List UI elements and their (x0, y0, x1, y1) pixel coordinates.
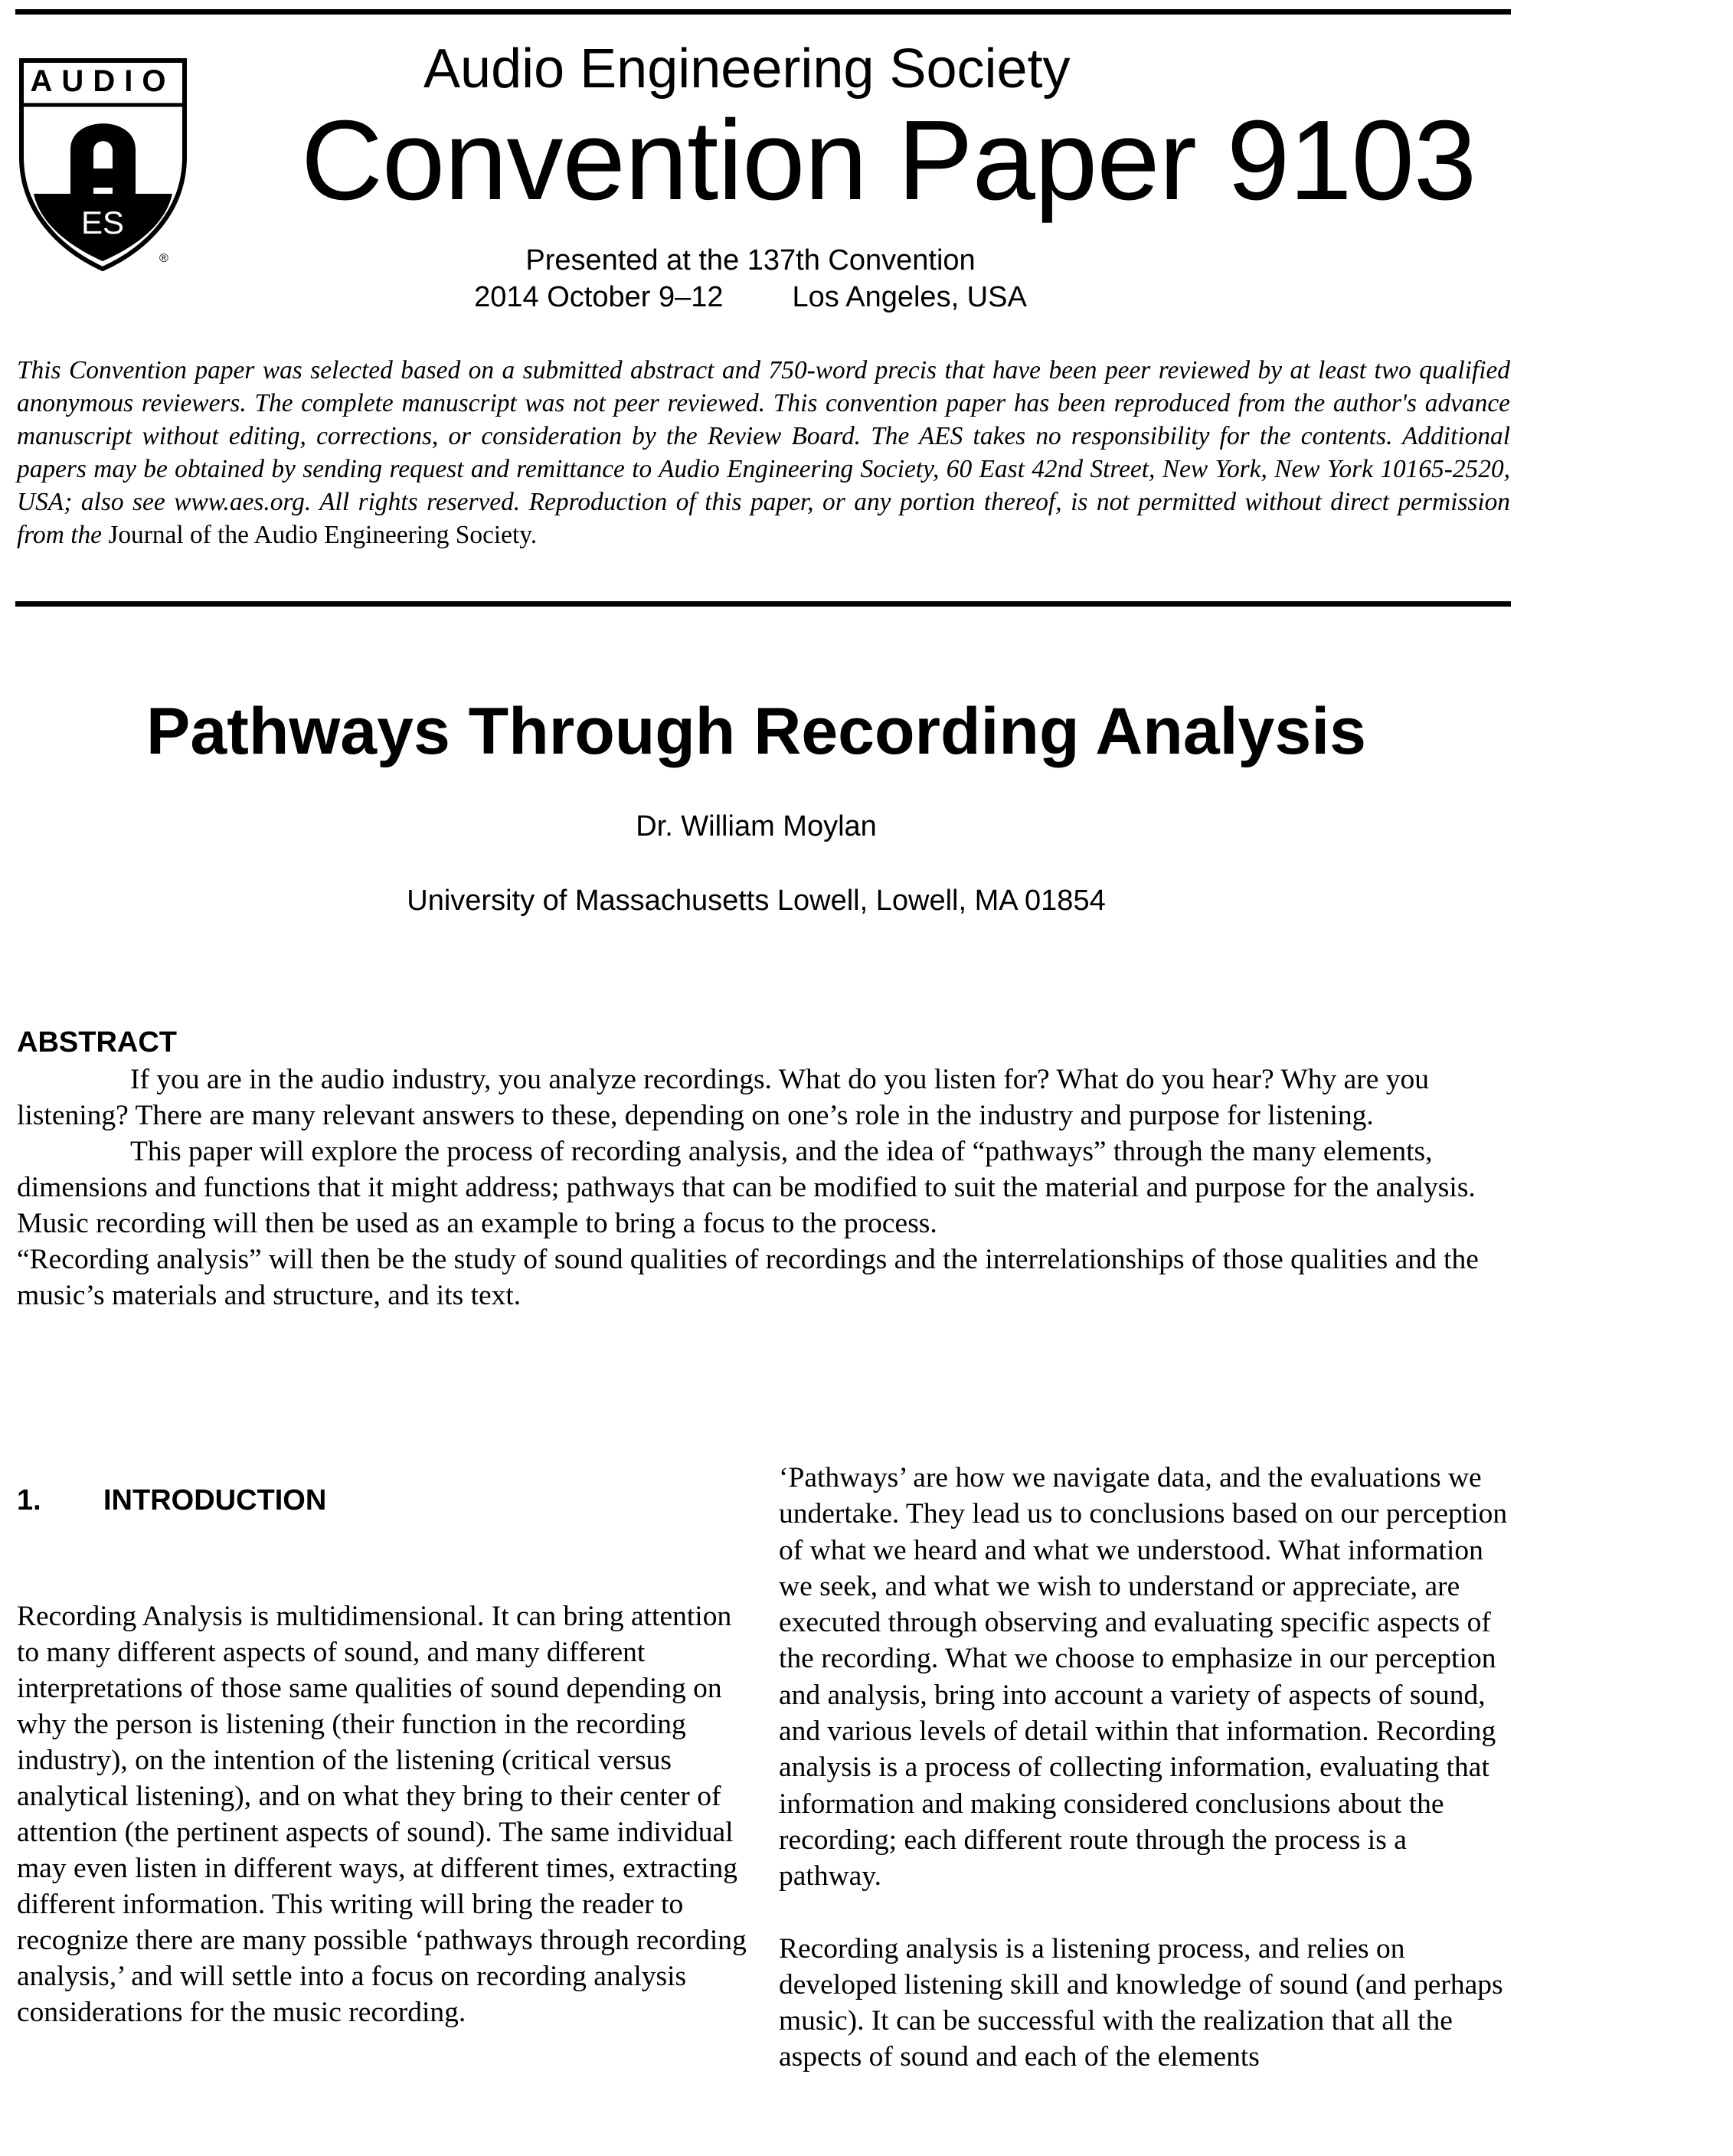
section-heading-introduction (17, 1483, 326, 1518)
convention-paper-title (301, 97, 1476, 224)
paper-type: Convention Paper (301, 97, 1196, 224)
logo-top-text: AUDIO (30, 64, 175, 98)
abstract-body (17, 1062, 1510, 1314)
notice-italic-text: This Convention paper was selected based on a submitted abstract and 750-word precis that have been peer reviewed by at least two qualified anonymous reviewers. The complete manuscript was not peer reviewed. This convention paper has been reproduced from the author's advance manuscript without editing, corrections, or consideration by the Review Board. The AES takes no responsibility for the contents. Additional papers may be obtained by sending request and remittance to Audio Engineering Society, 60 East 42nd Street, New York, New York 10165-2520, USA; also see www.aes.org. All rights reserved. Reproduction of this paper, or any portion thereof, is not permitted without direct permission from the (17, 356, 1510, 549)
date-location-line (429, 279, 1072, 316)
logo-bottom-text: ES (80, 204, 125, 240)
section-number: 1. (17, 1484, 41, 1516)
author-affiliation: University of Massachusetts Lowell, Lowell, MA 01854 (407, 885, 1106, 917)
registered-mark: ® (159, 252, 168, 265)
notice-upright-text: Journal of the Audio Engineering Society. (108, 521, 538, 549)
top-rule (15, 9, 1511, 15)
section-title: INTRODUCTION (103, 1484, 327, 1516)
left-column (17, 1598, 752, 2030)
body-paragraph: Recording analysis is a listening process, and relies on developed listening skill and knowledge of sound (and perhaps music). It can be successful with the realization that all the aspects of sound and each of the elements (779, 1932, 1503, 2073)
paper-title: Pathways Through Recording Analysis (146, 695, 1366, 768)
abstract-heading: ABSTRACT (17, 1026, 177, 1058)
presented-line: Presented at the 137th Convention (525, 244, 976, 276)
society-name: Audio Engineering Society (423, 38, 1071, 100)
paper-number: 9103 (1226, 97, 1476, 224)
convention-date: 2014 October 9–12 (474, 281, 724, 313)
right-column (779, 1460, 1514, 2076)
abstract-paragraph: “Recording analysis” will then be the study of sound qualities of recordings and the interrelationships of those qualities and the music’s materials and structure, and its text. (17, 1244, 1479, 1311)
presented-info (429, 242, 1072, 316)
header-divider (15, 601, 1511, 607)
aes-shield-icon (17, 57, 189, 272)
aes-logo (17, 57, 189, 272)
body-paragraph: Recording Analysis is multidimensional. It can bring attention to many different aspects of sound, and many different interpretations of those same qualities of sound depending on why the person is listening (their function in the recording industry), on the intention of the listening (critical versus analytical listening), and on what they bring to their center of attention (the pertinent aspects of sound). The same individual may even listen in different ways, at different times, extracting different information. This writing will bring the reader to recognize there are many possible ‘pathways through recording analysis,’ and will settle into a focus on recording analysis considerations for the music recording. (17, 1601, 747, 2028)
convention-location: Los Angeles, USA (792, 281, 1027, 313)
abstract-paragraph: This paper will explore the process of recording analysis, and the idea of “pathways” through the many elements, dimensions and functions that it might address; pathways that can be modified to suit the material and purpose for the analysis. Music recording will then be used as an example to bring a focus to the process. (17, 1136, 1476, 1239)
author-name: Dr. William Moylan (636, 810, 877, 842)
abstract-paragraph: If you are in the audio industry, you analyze recordings. What do you listen for? What do you hear? Why are you listening? There are many relevant answers to these, depending on one’s role in the industry and purpose for listening. (17, 1064, 1430, 1131)
body-paragraph: ‘Pathways’ are how we navigate data, and the evaluations we undertake. They lead us to conclusions based on our perception of what we heard and what we understood. What information we seek, and what we wish to understand or appreciate, are executed through observing and evaluating specific aspects of the recording. What we choose to emphasize in our perception and analysis, bring into account a variety of aspects of sound, and various levels of detail within that information. Recording analysis is a process of collecting information, evaluating that information and making considered conclusions about the recording; each different route through the process is a pathway. (779, 1462, 1508, 1893)
review-notice (17, 354, 1510, 551)
